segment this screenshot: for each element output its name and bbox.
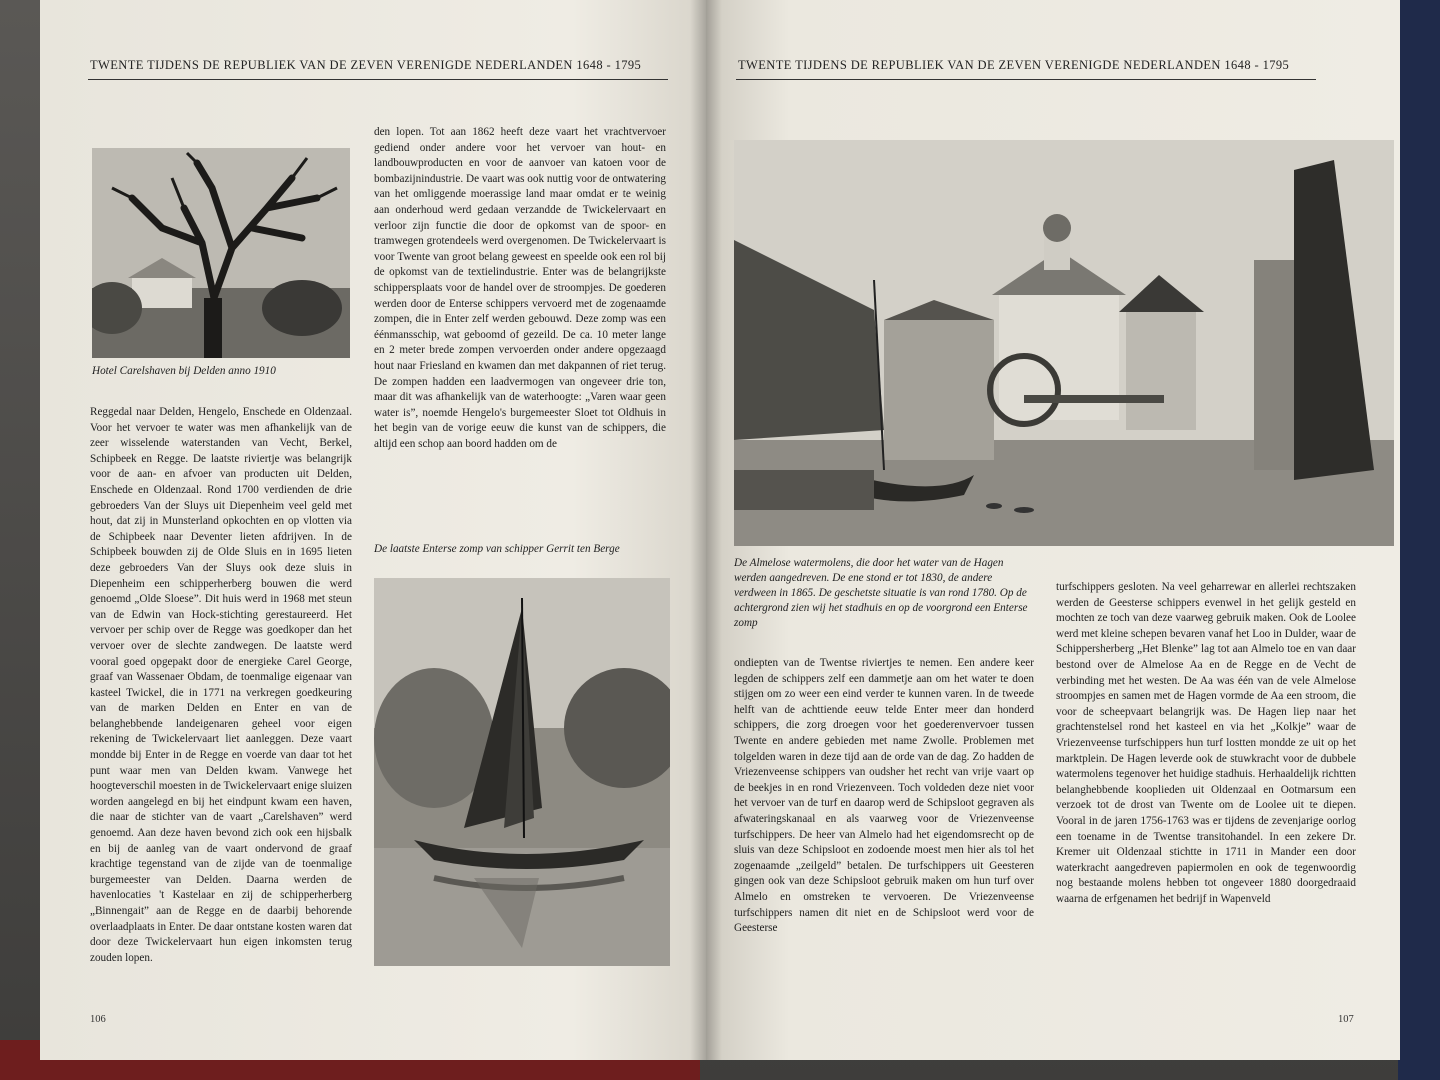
page-number-left: 106 — [90, 1014, 106, 1025]
photo-carelshaven-tree — [92, 148, 350, 358]
header-rule-left — [88, 79, 668, 80]
painting-caption: De Almelose watermolens, die door het water van de Hagen werden aangedreven. De ene stond er tot 1830, de andere verdween in 1865. De geschetste situatie is van rond 1780. Op de achtergrond zien wij het stadhuis en op de voorgrond een Enterse zomp — [734, 557, 1028, 629]
photo-caption-zomp: De laatste Enterse zomp van schipper Gerrit ten Berge — [374, 543, 620, 555]
right-page-column-2: turfschippers gesloten. Na veel geharrewar en allerlei rechtszaken werden de Geesterse schippers evenwel in het gelijk gesteld en mochten ze toch van deze vaarweg gebruik maken. Ook de Loolee werd met kleine schepen bevaren vanaf het Loo in Dulder, waar de Schippersherberg „Het Blenke” lag tot aan Almelo toe en van daar bestond over de Almelose Aa en de Regge en de Vecht de verbinding met het westen. De Aa was één van de vele Almelose stroompjes en samen met de Hagen vormde de Aa een stroom, die voor de scheepvaart belangrijk was. De Hagen liep naar het grachtenstelsel rond het kasteel en via het „Kolkje” waar de Vriezenveense turfschippers hun turf lostten mondde ze uit op het marktplein. De Hagen leverde ook de stuwkracht voor de dubbele watermolens tegenover het huidige stadhuis. Herhaaldelijk richtten belanghebbende kooplieden uit Oldenzaal en Ootmarsum een verzoek tot de drost van Twente om de Loolee uit te diepen. Vooral in de jaren 1756-1763 was er tijdens de zevenjarige oorlog een toename in de Twentse transitohandel. In een zekere Dr. Kremer uit Oldenzaal stichtte in 1711 in Mander een door waterkracht aangedreven papiermolen en ook de tegenwoordig nog bestaande molens hebben tot ongeveer 1880 doorgedraaid waarna de erfgenamen het bedrijf in Wapenveld — [1056, 581, 1356, 905]
painting-almelose-watermolens — [734, 140, 1394, 546]
left-page-column-2: den lopen. Tot aan 1862 heeft deze vaart het vrachtvervoer gediend onder andere voor het vervoer van hout- en landbouwproducten en voor de aanvoer van katoen voor de bombazijnindustrie. De vaart was ook nuttig voor de ontwatering van het omliggende moerassige land maar omdat er te weinig aan onderhoud werd gedaan verzandde de Twickelervaart en verloor zijn functie die door de opkomst van de spoor- en tramwegen grotendeels werd overgenomen. De Twickelervaart is voor Twente van groot belang geweest en speelde ook een rol bij de opkomst van de textielindustrie. Enter was de belangrijkste schippersplaats voor de handel over de stroompjes. De goederen werden door de Enterse schippers vervoerd met de zogenaamde zompen, die in Enter zelf werden gebouwd. Deze zomp was een éénmansschip, wat geboomd of gezeild. De ca. 10 meter lange en 2 meter brede zompen vervoerden onder andere opgezaagd hout naar Friesland en kwamen dan met dakpannen of riet terug. De zompen hadden een laadvermogen van ongeveer drie ton, maar dit was afhankelijk van de waterhoogte: „Varen waar geen water is”, noemde Hengelo's burgemeester Sloet tot Oldhuis in het begin van de vorige eeuw die kunst van de schippers, die altijd een schop aan boord hadden om de — [374, 126, 666, 450]
right-page-column-1: ondiepten van de Twentse riviertjes te nemen. Een andere keer legden de schippers zelf een dammetje aan om het water te doen stijgen om zo weer een eind verder te kunnen varen. In de tweede helft van de achttiende eeuw telde Enter meer dan honderd schippers, die zorg droegen voor het goederenvervoer tussen Twente en andere gebieden met name Zwolle. Problemen met tolgelden waren in deze tijd aan de orde van de dag. Zo hadden de Vriezenveense schippers van oudsher het recht van vrije vaart op de beekjes in en rond Vriezenveen. Toch voldeden deze niet voor het vervoer van de turf en daarop werd de Schipsloot gegraven als afwateringskanaal en als vaarweg voor de Vriezenveense turfschippers. De heer van Almelo had het eigendomsrecht op de sluis van deze Schipsloot en zodoende moest men hier als tol het zogenaamde „zeilgeld” betalen. De turfschippers uit Geesteren gingen ook van deze Schipsloot gebruik maken om hun turf over Almelo en omstreken te vervoeren. De Vriezenveense turfschippers namen dit niet en de Schipsloot werd voor de Geesterse — [734, 657, 1034, 935]
header-rule-right — [736, 79, 1316, 80]
page-number-right: 107 — [1338, 1014, 1354, 1025]
right-page — [706, 0, 1400, 1060]
book-cover-right — [1398, 0, 1440, 1080]
left-page-column-1: Reggedal naar Delden, Hengelo, Enschede en Oldenzaal. Voor het vervoer te water was men afhankelijk van de zeer wisselende waterstanden van Vecht, Berkel, Schipbeek en Regge. De laatste riviertje was belangrijk voor de aan- en afvoer van producten uit Delden, Enschede en Oldenzaal. Rond 1700 verdienden de drie gebroeders Van der Sluys uit Diepenheim veel geld met hout, dat zij in Munsterland opkochten en op vlotten via de Schipbeek naar Deventer lieten afdrijven. In de Schipbeek bouwden zij de Olde Sluis en in 1695 lieten deze gebroeders Van der Sluys ook deze sluis in Diepenheim een schipperherberg bouwen die werd genoemd „Olde Sloese”. Dit huis werd in 1968 met steun van de Edwin van Hock-stichting gerestaureerd. Het vervoer per schip over de Regge was goedkoper dan het vervoer over de slechte zandwegen. De laatste werd vooral goed opgepakt door de energieke Carel George, graaf van Wassenaer Obdam, de toenmalige eigenaar van kasteel Twickel, die in 1771 na verkregen goedkeuring van de marken Delden en Enter en van de belanghebbende landeigenaren geheel voor eigen rekening de Twickelervaart liet aanleggen. Deze vaart mondde bij Enter in de Regge en voerde van daar tot het punt waar men van Delden kwam. Vanwege het hoogteverschil moesten in de Twickelervaart enige sluizen worden aangelegd en bij het eindpunt kwam een haven, die naar de stichter van de vaart „Carelshaven” werd genoemd. Aan deze haven bevond zich ook een hijsbalk en bij de aanleg van de vaart ondervond de graaf krachtige tegenstand van de zijde van de toenmalige burgemeester van Delden. Daarna werden de havenlocaties 't Kastelaar en zij de schipperherberg „Binnengait” aan de Regge en de daarbij behorende overlaadplaats in Enter. De daar ontstane kosten waren dat door deze Twickelervaart hun eigen inkomsten terug zouden lopen. — [90, 406, 352, 964]
photo-enterse-zomp — [374, 578, 670, 966]
left-page — [40, 0, 706, 1060]
running-header-right: TWENTE TIJDENS DE REPUBLIEK VAN DE ZEVEN VERENIGDE NEDERLANDEN 1648 - 1795 — [738, 58, 1290, 72]
book-gutter — [690, 0, 722, 1060]
running-header-left: TWENTE TIJDENS DE REPUBLIEK VAN DE ZEVEN VERENIGDE NEDERLANDEN 1648 - 1795 — [90, 58, 642, 72]
photo-caption-carelshaven: Hotel Carelshaven bij Delden anno 1910 — [92, 365, 276, 377]
